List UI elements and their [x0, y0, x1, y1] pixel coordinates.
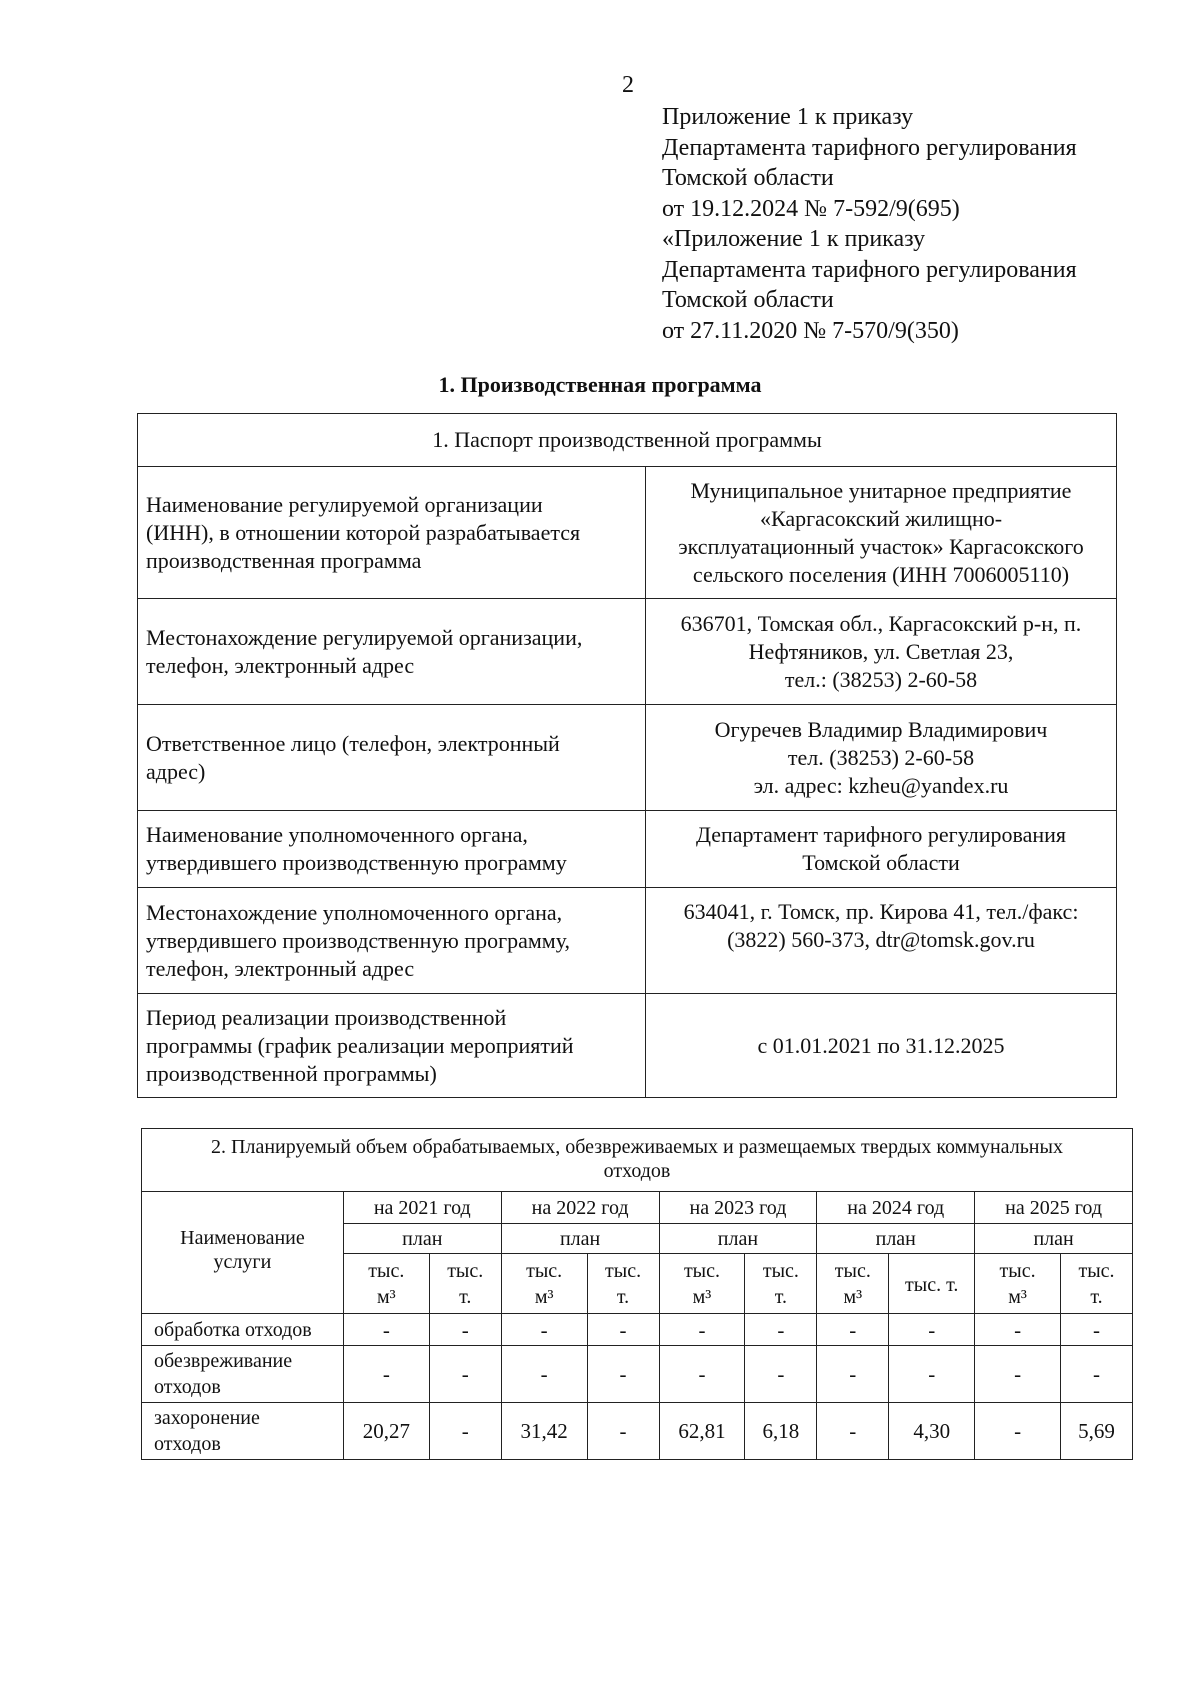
year-header: на 2023 год: [659, 1192, 817, 1224]
value-cell: 20,27: [343, 1403, 429, 1460]
table-row: [142, 1346, 1133, 1403]
value-cell: 5,69: [1061, 1403, 1133, 1460]
value-cell: -: [889, 1346, 975, 1403]
passport-value: с 01.01.2021 по 31.12.2025: [646, 994, 1117, 1098]
unit-header: тыс. т.: [1061, 1254, 1133, 1314]
passport-value: Огуречев Владимир Владимирович тел. (38253) 2-60-58 эл. адрес: kzheu@yandex.ru: [646, 705, 1117, 811]
value-cell: 6,18: [745, 1403, 817, 1460]
passport-label: Ответственное лицо (телефон, электронный адрес): [138, 705, 646, 811]
passport-label: Местонахождение уполномоченного органа, утвердившего производственную программу, телефон, электронный адрес: [138, 888, 646, 994]
value-cell: -: [975, 1403, 1061, 1460]
value-cell: -: [587, 1403, 659, 1460]
plan-header: план: [501, 1224, 659, 1254]
value-cell: 4,30: [889, 1403, 975, 1460]
appendix-line: Приложение 1 к приказу: [662, 104, 914, 130]
value-cell: 31,42: [501, 1403, 587, 1460]
table-row: [142, 1314, 1133, 1346]
appendix-line: Томской области: [662, 287, 834, 313]
unit-header: тыс. т.: [429, 1254, 501, 1314]
value-cell: -: [429, 1346, 501, 1403]
passport-table: [137, 413, 1117, 1098]
table-row: [142, 1403, 1133, 1460]
service-name: захоронение отходов: [142, 1403, 344, 1460]
passport-label: Наименование уполномоченного органа, утвердившего производственную программу: [138, 811, 646, 888]
page-number: 2: [622, 72, 634, 98]
unit-header: тыс. м³: [817, 1254, 889, 1314]
appendix-line: Департамента тарифного регулирования: [662, 134, 1077, 161]
passport-label: Период реализации производственной программы (график реализации мероприятий производственной программы): [138, 994, 646, 1098]
passport-row: [138, 811, 1117, 888]
value-cell: -: [975, 1346, 1061, 1403]
value-cell: -: [343, 1314, 429, 1346]
unit-header: тыс. т.: [587, 1254, 659, 1314]
value-cell: 62,81: [659, 1403, 745, 1460]
passport-row: [138, 888, 1117, 994]
plan-header: план: [975, 1224, 1133, 1254]
appendix-line: «Приложение 1 к приказу: [662, 226, 926, 252]
year-header: на 2025 год: [975, 1192, 1133, 1224]
value-cell: -: [587, 1314, 659, 1346]
passport-value: Муниципальное унитарное предприятие «Каргасокский жилищно- эксплуатационный участок» Каргасокского сельского поселения (ИНН 7006005110): [646, 467, 1117, 599]
service-header: Наименование услуги: [142, 1192, 344, 1314]
plan-header: план: [343, 1224, 501, 1254]
value-cell: -: [343, 1346, 429, 1403]
value-cell: -: [817, 1346, 889, 1403]
value-cell: -: [501, 1346, 587, 1403]
value-cell: -: [745, 1346, 817, 1403]
value-cell: -: [429, 1403, 501, 1460]
appendix-header: [662, 102, 1077, 346]
appendix-line: от 27.11.2020 № 7-570/9(350): [662, 317, 959, 344]
appendix-line: Департамента тарифного регулирования: [662, 256, 1077, 283]
passport-row: [138, 994, 1117, 1098]
appendix-line: от 19.12.2024 № 7-592/9(695): [662, 195, 960, 222]
unit-header: тыс. м³: [659, 1254, 745, 1314]
passport-title: 1. Паспорт производственной программы: [138, 414, 1117, 467]
value-cell: -: [429, 1314, 501, 1346]
unit-header: тыс. м³: [343, 1254, 429, 1314]
passport-row: [138, 705, 1117, 811]
year-header: на 2024 год: [817, 1192, 975, 1224]
value-cell: -: [659, 1346, 745, 1403]
passport-value: Департамент тарифного регулирования Томской области: [646, 811, 1117, 888]
plan-header: план: [817, 1224, 975, 1254]
service-name: обезвреживание отходов: [142, 1346, 344, 1403]
passport-row: [138, 467, 1117, 599]
value-cell: -: [659, 1314, 745, 1346]
value-cell: -: [889, 1314, 975, 1346]
value-cell: -: [817, 1403, 889, 1460]
volume-title: 2. Планируемый объем обрабатываемых, обезвреживаемых и размещаемых твердых коммунальных отходов: [142, 1129, 1133, 1192]
value-cell: -: [1061, 1346, 1133, 1403]
section-title: 1. Производственная программа: [438, 372, 762, 397]
plan-header: план: [659, 1224, 817, 1254]
value-cell: -: [817, 1314, 889, 1346]
year-header: на 2022 год: [501, 1192, 659, 1224]
value-cell: -: [501, 1314, 587, 1346]
appendix-line: Томской области: [662, 165, 834, 191]
value-cell: -: [745, 1314, 817, 1346]
unit-header: тыс. т.: [745, 1254, 817, 1314]
value-cell: -: [975, 1314, 1061, 1346]
passport-value: 636701, Томская обл., Каргасокский р-н, п. Нефтяников, ул. Светлая 23, тел.: (38253) 2-60-58: [646, 599, 1117, 705]
value-cell: -: [587, 1346, 659, 1403]
unit-header: тыс. м³: [501, 1254, 587, 1314]
volume-table: [141, 1128, 1133, 1460]
passport-row: [138, 599, 1117, 705]
passport-label: Наименование регулируемой организации (ИНН), в отношении которой разрабатывается производственная программа: [138, 467, 646, 599]
unit-header: тыс. т.: [889, 1254, 975, 1314]
passport-value: 634041, г. Томск, пр. Кирова 41, тел./факс: (3822) 560-373, dtr@tomsk.gov.ru: [646, 888, 1117, 994]
passport-label: Местонахождение регулируемой организации, телефон, электронный адрес: [138, 599, 646, 705]
year-header: на 2021 год: [343, 1192, 501, 1224]
value-cell: -: [1061, 1314, 1133, 1346]
unit-header: тыс. м³: [975, 1254, 1061, 1314]
service-name: обработка отходов: [142, 1314, 344, 1346]
